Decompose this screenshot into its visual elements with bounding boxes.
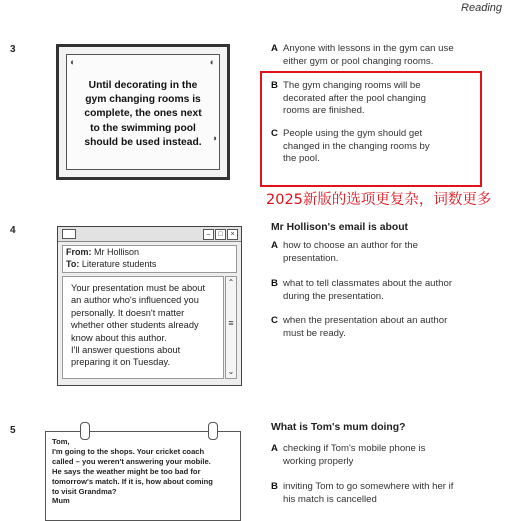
option-line: when the presentation about an author [283, 315, 448, 326]
email-scrollbar[interactable] [225, 276, 237, 379]
notice-line: complete, the ones next [84, 108, 202, 120]
option-line: the pool. [283, 153, 320, 165]
option-line: must be ready. [283, 327, 346, 339]
email-line: I'll answer questions about [71, 345, 181, 356]
option-3a[interactable] [271, 43, 511, 68]
highlight-box [260, 71, 482, 187]
page-header: Reading [461, 2, 502, 14]
email-line: personally. It doesn't matter [71, 307, 185, 318]
option-line: inviting Tom to go somewhere with her if [283, 481, 454, 492]
option-5a[interactable] [271, 443, 481, 468]
option-5b[interactable] [271, 481, 516, 506]
option-letter: C [271, 128, 278, 139]
note-line: tomorrow's match. If it is, how about coming [52, 476, 213, 486]
note-text [52, 437, 234, 506]
question-number-3: 3 [10, 44, 16, 55]
email-line: know about this author. [71, 332, 167, 343]
option-line: Anyone with lessons in the gym can use [283, 43, 454, 54]
minimize-icon[interactable]: – [203, 229, 214, 240]
annotation-note: 2025新版的选项更复杂，词数更多 [266, 192, 492, 208]
option-line: his match is cancelled [283, 493, 377, 505]
question-number-4: 4 [10, 225, 16, 236]
note-line: Mum [52, 496, 70, 506]
option-line: presentation. [283, 252, 339, 264]
option-letter: A [271, 240, 278, 251]
email-line: Your presentation must be about [71, 283, 206, 293]
email-header [62, 245, 237, 273]
scroll-down-icon[interactable]: ⌄ [227, 367, 235, 376]
option-letter: B [271, 481, 278, 492]
question-number-5: 5 [10, 425, 16, 436]
option-letter: C [271, 315, 278, 326]
email-line: an author who's influenced you [71, 295, 199, 306]
question-4-title: Mr Hollison's email is about [271, 222, 408, 233]
note-line: called – you weren't answering your mobile. [52, 456, 211, 466]
email-body [62, 276, 224, 379]
option-4c[interactable] [271, 315, 511, 340]
notice-line: should be used instead. [84, 136, 202, 148]
notice-board [56, 44, 230, 180]
option-line: how to choose an author for the [283, 240, 418, 251]
note-card [45, 431, 241, 521]
question-5-title: What is Tom's mum doing? [271, 422, 406, 433]
notice-line: gym changing rooms is [85, 94, 201, 106]
option-letter: A [271, 443, 278, 454]
option-line: working properly [283, 455, 354, 467]
notice-line: to the swimming pool [90, 122, 196, 134]
notice-paper [66, 54, 220, 170]
option-line: decorated after the pool changing [283, 92, 426, 104]
note-line: Tom, [52, 437, 70, 446]
option-letter: B [271, 278, 278, 289]
mail-icon [62, 229, 76, 239]
email-line: preparing it on Tuesday. [71, 357, 171, 368]
note-line: He says the weather might be too bad for [52, 466, 201, 476]
window-title-bar [58, 227, 241, 242]
option-letter: B [271, 80, 278, 91]
option-4b[interactable] [271, 278, 516, 303]
email-line: whether other students already [71, 320, 199, 331]
close-icon[interactable]: × [227, 229, 238, 240]
note-line: I'm going to the shops. Your cricket coach [52, 446, 205, 456]
from-label: From: [66, 247, 92, 257]
email-window [57, 226, 242, 386]
option-line: The gym changing rooms will be [283, 80, 421, 91]
option-line: People using the gym should get [283, 128, 423, 139]
option-line: rooms are finished. [283, 105, 365, 117]
to-label: To: [66, 259, 80, 269]
option-line: either gym or pool changing rooms. [283, 55, 434, 67]
notice-line: Until decorating in the [88, 80, 198, 91]
scroll-thumb-icon[interactable]: ≡ [228, 318, 234, 328]
scroll-up-icon[interactable]: ⌃ [227, 278, 235, 287]
option-4a[interactable] [271, 240, 481, 265]
maximize-icon[interactable]: □ [215, 229, 226, 240]
from-value: Mr Hollison [94, 247, 140, 257]
pin-icon: ◑ [211, 133, 217, 143]
option-line: checking if Tom's mobile phone is [283, 443, 426, 454]
option-letter: A [271, 43, 278, 54]
pin-icon: ◐ [70, 57, 76, 67]
note-line: to visit Grandma? [52, 486, 117, 496]
to-value: Literature students [81, 259, 157, 269]
option-line: during the presentation. [283, 290, 384, 302]
option-line: changed in the changing rooms by [283, 140, 430, 152]
notice-text [75, 79, 211, 150]
pin-icon: ◐ [209, 57, 215, 67]
option-line: what to tell classmates about the author [283, 278, 453, 289]
